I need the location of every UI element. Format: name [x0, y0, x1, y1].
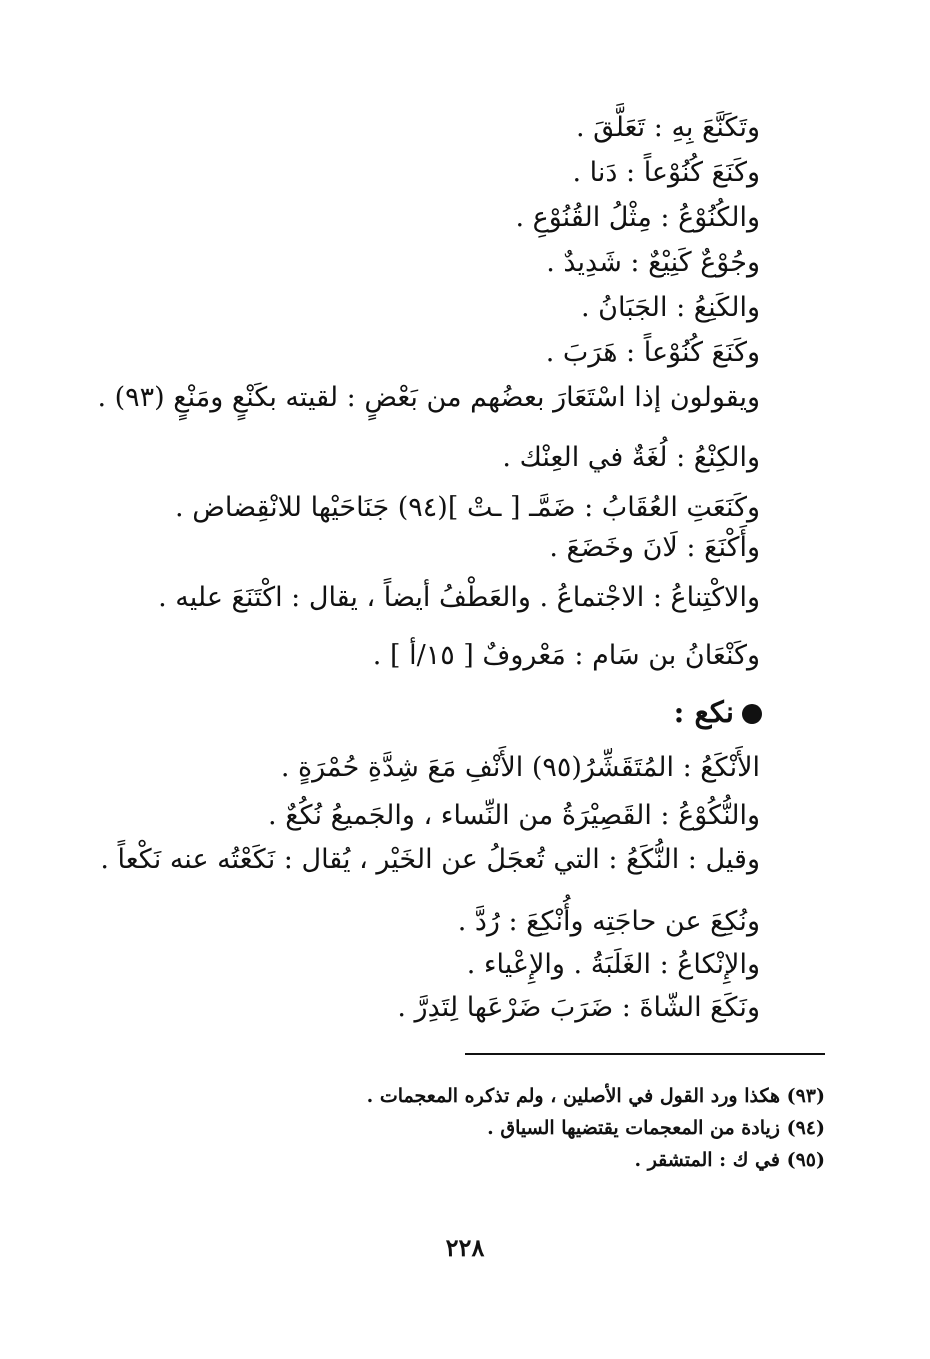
page-number: ٢٢٨ [445, 1233, 485, 1262]
entry-line: والنُّكُوْعُ : القَصِيْرَةُ من النِّساء ، والجَميعُ نُكُعٌ . [268, 800, 760, 831]
entry-line: الأَنْكَعُ : المُتَقَشِّرُ(٩٥) الأَنْفِ مَعَ شِدَّةِ حُمْرَةٍ . [280, 752, 760, 783]
footnote: (٩٥) في ك : المتشقر . [634, 1149, 825, 1171]
entry-line: وكَنَعَتِ العُقَابُ : ضَمَّـ [ ـتْ ](٩٤) جَنَاحَيْها للانْقِضاض . [175, 492, 760, 523]
footnote: (٩٣) هكذا ورد القول في الأصلين ، ولم تذكره المعجمات . [366, 1085, 825, 1107]
entry-line: ونَكَعَ الشّاةَ : ضَرَبَ ضَرْعَها لِتَدِرَّ . [397, 992, 760, 1023]
entry-line: ويقولون إذا اسْتَعَارَ بعضُهم من بَعْضٍ : لقيته بكَنْعٍ ومَنْعٍ (٩٣) . [97, 382, 760, 413]
entry-line: وأَكْنَعَ : لَانَ وخَضَعَ . [549, 532, 760, 563]
entry-line: ونُكِعَ عن حاجَتِه وأُنْكِعَ : رُدَّ . [457, 906, 760, 937]
footnote: (٩٤) زيادة من المعجمات يقتضيها السياق . [487, 1117, 825, 1139]
entry-line: والإِنْكاعُ : الغَلَبَةُ . والإِعْياء . [466, 949, 760, 980]
entry-line: وجُوْعٌ كَنِيْعٌ : شَدِيدٌ . [546, 247, 760, 278]
entry-line: وكَنَعَ كُنُوْعاً : هَرَبَ . [545, 337, 760, 368]
entry-line: وقيل : النُّكَعُ : التي تُعجَلُ عن الخَيْر ، يُقال : نَكَعْتُه عنه نَكْعاً . [100, 844, 760, 875]
entry-line: والاكْتِناعُ : الاجْتماعُ . والعَطْفُ أيضاً ، يقال : اكْتَنَعَ عليه . [158, 582, 760, 613]
bullet-icon [742, 704, 762, 724]
footnote-divider [465, 1053, 825, 1055]
entry-line: وكَنْعَانُ بن سَام : مَعْروفٌ [ ١٥/أ ] . [372, 640, 760, 671]
entry-line: وتَكَنَّعَ بِهِ : تَعَلَّقَ . [576, 112, 760, 143]
section-heading [674, 692, 762, 732]
entry-line: وكَنَعَ كُنُوْعاً : دَنا . [572, 157, 760, 188]
section-heading-text: نكع : [673, 695, 734, 729]
entry-line: والكُنُوْعُ : مِثْلُ القُنُوْعِ . [515, 202, 760, 233]
entry-line: والكَنِعُ : الجَبَانُ . [581, 292, 760, 323]
entry-line: والكِنْعُ : لُغَةٌ في العِنْك . [502, 442, 760, 473]
